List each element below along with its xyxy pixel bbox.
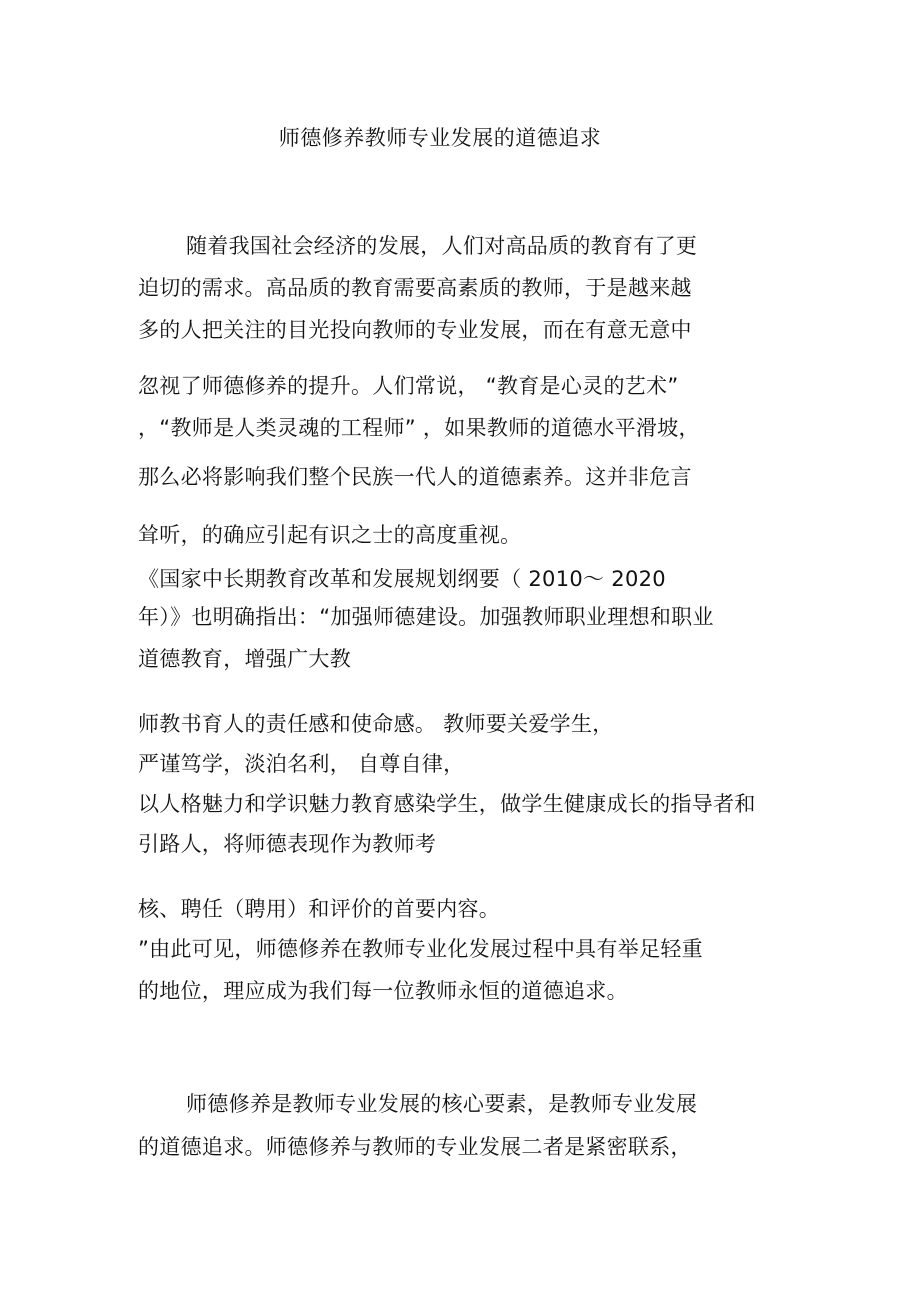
paragraph-line: 耸听，的确应引起有识之士的高度重视。 [138, 523, 522, 547]
document-title: 师德修养教师专业发展的道德追求 [278, 126, 602, 150]
paragraph-line: 忽视了师德修养的提升。人们常说， “教育是心灵的艺术” [138, 374, 679, 398]
paragraph-line: 以人格魅力和学识魅力教育感染学生，做学生健康成长的指导者和 [138, 792, 756, 816]
paragraph-line: ，“教师是人类灵魂的工程师” ，如果教师的道德水平滑坡， [138, 416, 700, 440]
paragraph-line: 引路人，将师德表现作为教师考 [138, 832, 437, 856]
paragraph-line: 迫切的需求。高品质的教育需要高素质的教师，于是越来越 [138, 276, 692, 300]
paragraph-line: 年）》也明确指出：“加强师德建设。加强教师职业理想和职业 [138, 605, 714, 629]
paragraph-line: 《国家中长期教育改革和发展规划纲要（ 2010～ 2020 [138, 567, 666, 591]
paragraph-line: 的地位，理应成为我们每一位教师永恒的道德追求。 [138, 979, 628, 1003]
paragraph-line: 师德修养是教师专业发展的核心要素，是教师专业发展 [186, 1092, 698, 1116]
paragraph-line: 道德教育，增强广大教 [138, 647, 351, 671]
paragraph-line: 核、聘任（聘用）和评价的首要内容。 [138, 897, 501, 921]
paragraph-line: ”由此可见，师德修养在教师专业化发展过程中具有举足轻重 [138, 937, 703, 961]
paragraph-line: 师教书育人的责任感和使命感。 教师要关爱学生， [138, 712, 614, 736]
paragraph-line: 随着我国社会经济的发展，人们对高品质的教育有了更 [186, 234, 698, 258]
paragraph-line: 严谨笃学，淡泊名利， 自尊自律， [138, 752, 465, 776]
paragraph-line: 那么必将影响我们整个民族一代人的道德素养。这并非危言 [138, 465, 692, 489]
paragraph-line: 的道德追求。师德修养与教师的专业发展二者是紧密联系， [138, 1135, 692, 1159]
paragraph-line: 多的人把关注的目光投向教师的专业发展，而在有意无意中 [138, 318, 692, 342]
